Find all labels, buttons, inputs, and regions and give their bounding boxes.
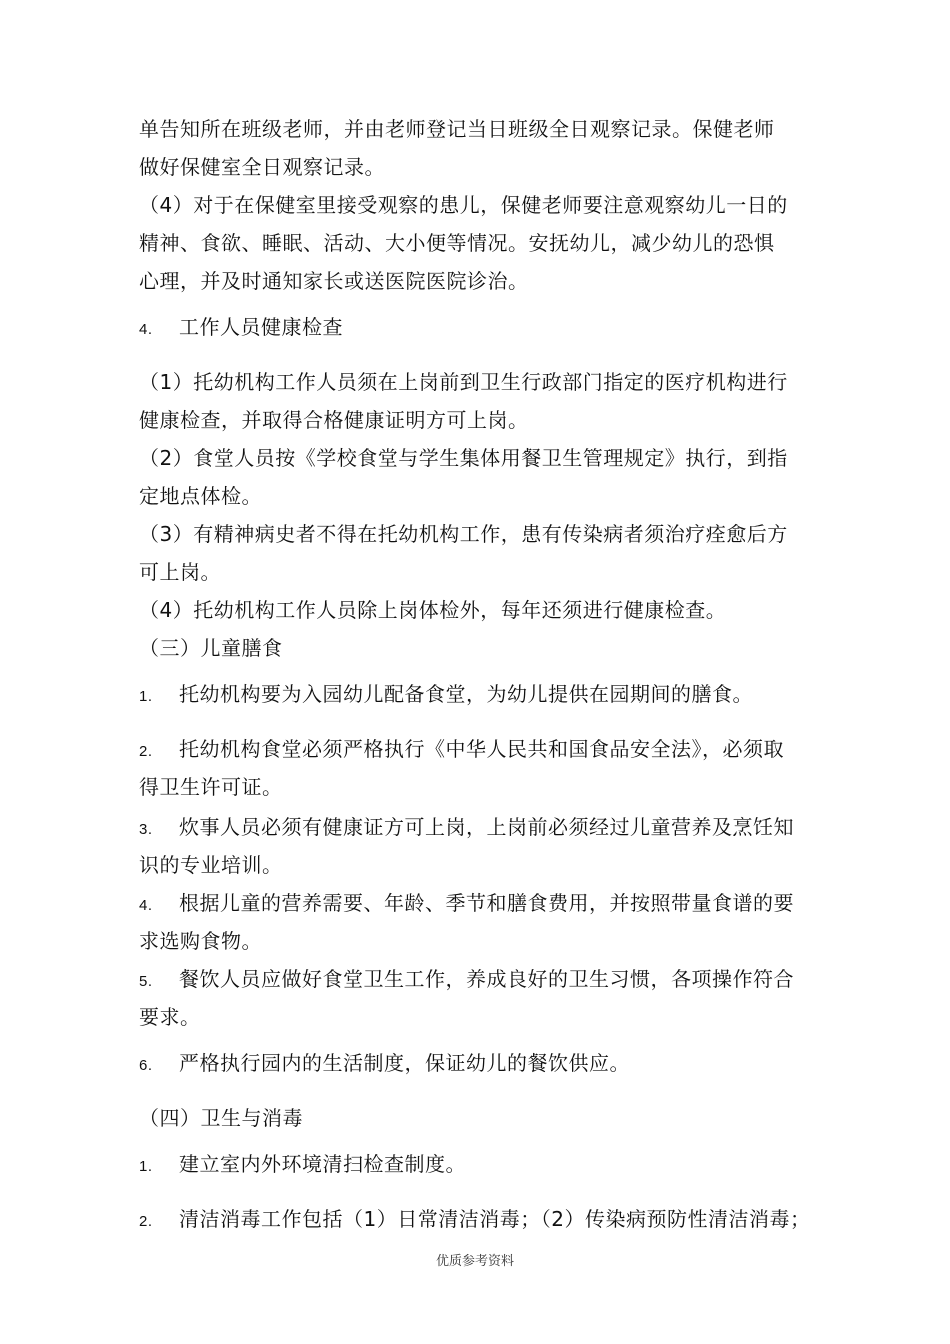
text-line: （4）对于在保健室里接受观察的患儿，保健老师要注意观察幼儿一日的 (139, 193, 788, 217)
section-heading: （四）卫生与消毒 (139, 1106, 303, 1130)
list-item: 2. 清洁消毒工作包括（1）日常清洁消毒；（2）传染病预防性清洁消毒； (139, 1205, 810, 1236)
text-line: （1）托幼机构工作人员须在上岗前到卫生行政部门指定的医疗机构进行 (139, 370, 788, 394)
text-line: 心理，并及时通知家长或送医院医院诊治。 (139, 269, 529, 293)
list-item: 3. 炊事人员必须有健康证方可上岗，上岗前必须经过儿童营养及烹饪知 (139, 813, 794, 844)
item-number: 5. (139, 973, 153, 990)
item-number: 1. (139, 688, 153, 705)
text-line: 得卫生许可证。 (139, 775, 283, 799)
list-item: 5. 餐饮人员应做好食堂卫生工作，养成良好的卫生习惯，各项操作符合 (139, 965, 794, 996)
section-heading: （三）儿童膳食 (139, 636, 283, 660)
section-heading: 4. 工作人员健康检查 (139, 313, 343, 344)
page-footer: 优质参考资料 (435, 1254, 514, 1269)
text-line: 精神、食欲、睡眠、活动、大小便等情况。安抚幼儿，减少幼儿的恐惧 (139, 231, 775, 255)
text-line: （3）有精神病史者不得在托幼机构工作，患有传染病者须治疗痊愈后方 (139, 522, 788, 546)
text-line: 识的专业培训。 (139, 853, 283, 877)
text-line: （4）托幼机构工作人员除上岗体检外，每年还须进行健康检查。 (139, 598, 727, 622)
text-line: 可上岗。 (139, 560, 221, 584)
item-number: 1. (139, 1158, 153, 1175)
list-item: 4. 根据儿童的营养需要、年龄、季节和膳食费用，并按照带量食谱的要 (139, 889, 794, 920)
text-line: 健康检查，并取得合格健康证明方可上岗。 (139, 408, 529, 432)
text-line: 求选购食物。 (139, 929, 262, 953)
list-item: 1. 托幼机构要为入园幼儿配备食堂，为幼儿提供在园期间的膳食。 (139, 680, 753, 711)
list-item: 6. 严格执行园内的生活制度，保证幼儿的餐饮供应。 (139, 1049, 630, 1080)
text-line: 要求。 (139, 1005, 201, 1029)
list-item: 2. 托幼机构食堂必须严格执行《中华人民共和国食品安全法》，必须取 (139, 735, 784, 766)
text-line: 做好保健室全日观察记录。 (139, 155, 385, 179)
item-number: 4. (139, 321, 153, 338)
item-number: 3. (139, 821, 153, 838)
text-line: 单告知所在班级老师，并由老师登记当日班级全日观察记录。保健老师 (139, 117, 775, 141)
text-line: （2）食堂人员按《学校食堂与学生集体用餐卫生管理规定》执行，到指 (139, 446, 788, 470)
list-item: 1. 建立室内外环境清扫检查制度。 (139, 1150, 466, 1181)
text-line: 定地点体检。 (139, 484, 262, 508)
item-number: 6. (139, 1057, 153, 1074)
item-number: 2. (139, 743, 153, 760)
item-number: 2. (139, 1213, 153, 1230)
item-number: 4. (139, 897, 153, 914)
